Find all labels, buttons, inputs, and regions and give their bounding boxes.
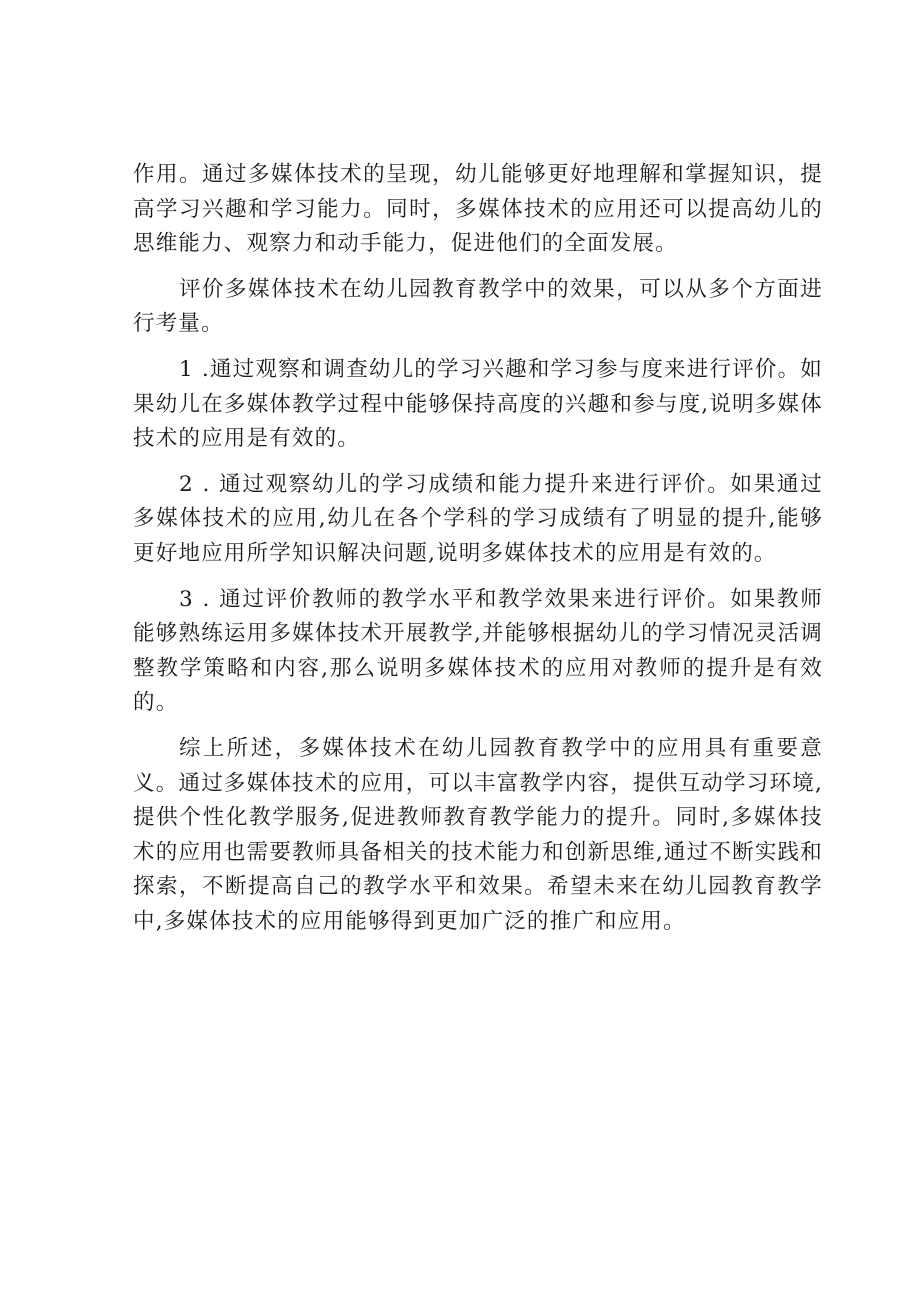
paragraph-evaluation-intro: 评价多媒体技术在幼儿园教育教学中的效果，可以从多个方面进行考量。 [133,276,823,337]
paragraph-conclusion: 综上所述，多媒体技术在幼儿园教育教学中的应用具有重要意义。通过多媒体技术的应用，可以丰富教学内容，提供互动学习环境,提供个性化教学服务,促进教师教育教学能力的提升。同时,多媒体技术的应用也需要教师具备相关的技术能力和创新思维,通过不断实践和探索，不断提高自己的教学水平和效果。希望未来在幼儿园教育教学中,多媒体技术的应用能够得到更加广泛的推广和应用。 [133,735,823,934]
paragraph-continuation: 作用。通过多媒体技术的呈现，幼儿能够更好地理解和掌握知识，提高学习兴趣和学习能力。同时，多媒体技术的应用还可以提高幼儿的思维能力、观察力和动手能力，促进他们的全面发展。 [133,162,823,257]
paragraph-point-1: 1 .通过观察和调查幼儿的学习兴趣和学习参与度来进行评价。如果幼儿在多媒体教学过程中能够保持高度的兴趣和参与度,说明多媒体技术的应用是有效的。 [133,356,823,452]
paragraph-point-3: 3 . 通过评价教师的教学水平和教学效果来进行评价。如果教师能够熟练运用多媒体技术开展教学,并能够根据幼儿的学习情况灵活调整教学策略和内容,那么说明多媒体技术的应用对教师的提升是有效的。 [133,586,823,716]
document-body [133,158,823,950]
paragraph-point-2: 2 . 通过观察幼儿的学习成绩和能力提升来进行评价。如果通过多媒体技术的应用,幼儿在各个学科的学习成绩有了明显的提升,能够更好地应用所学知识解决问题,说明多媒体技术的应用是有效的。 [133,471,823,566]
